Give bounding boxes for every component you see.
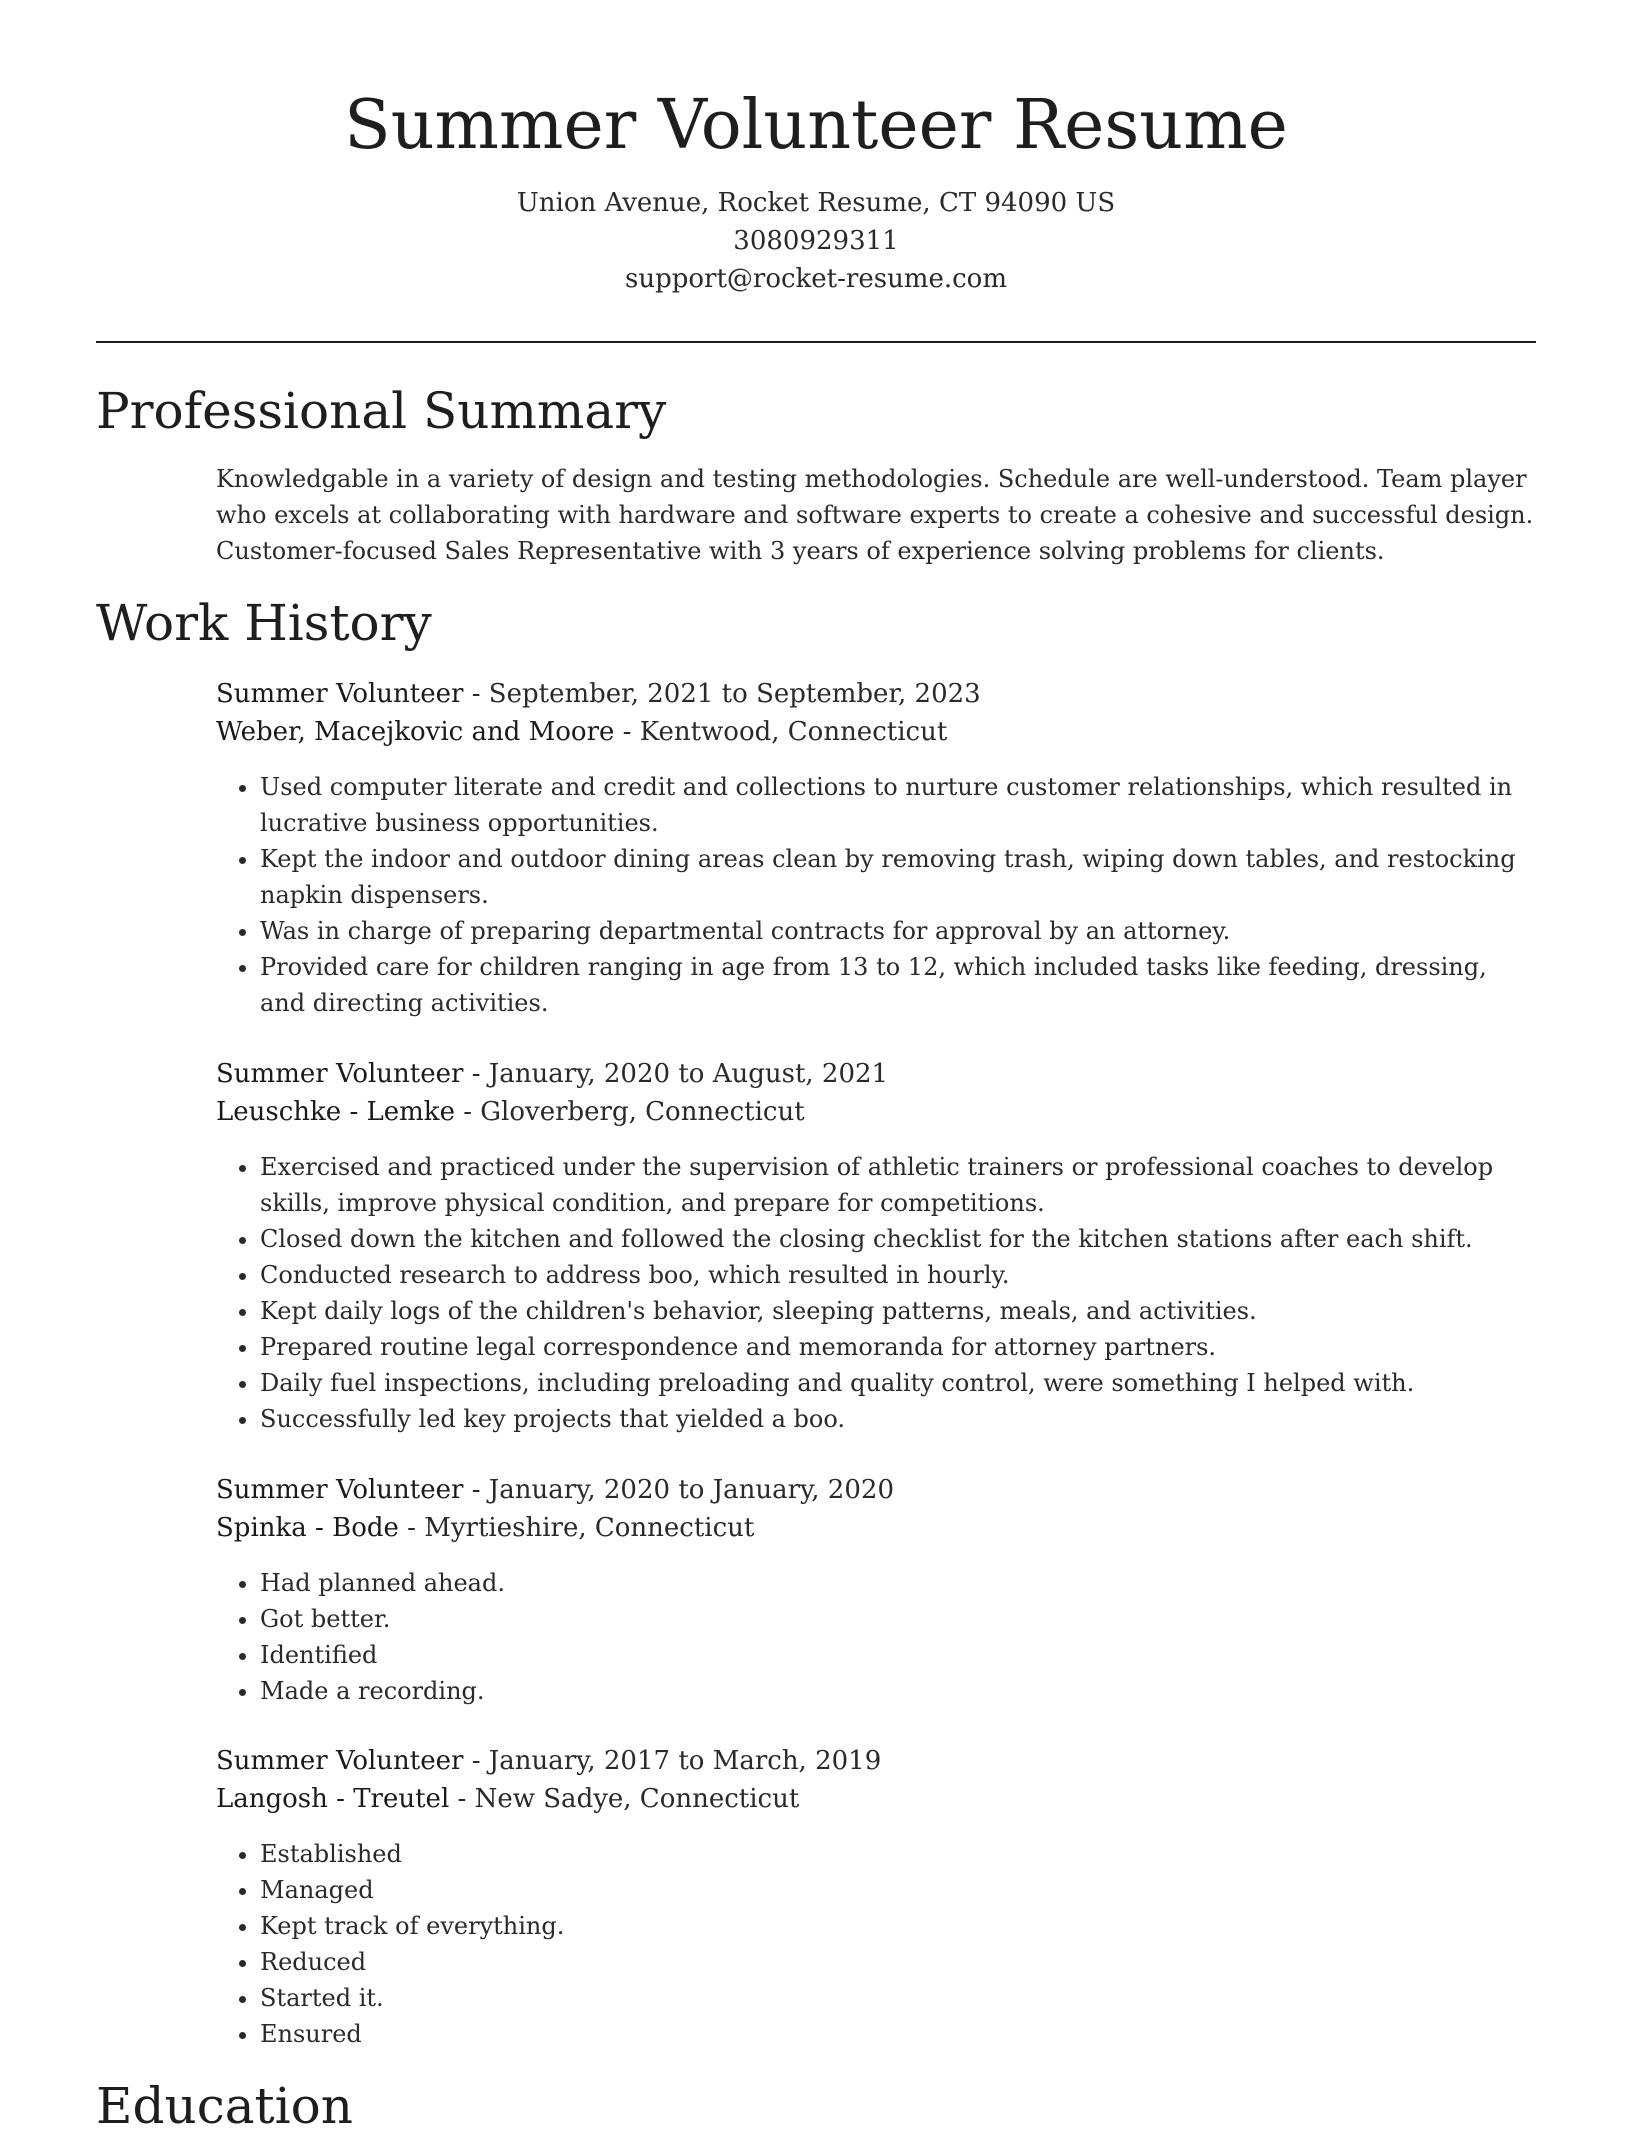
job-bullet: • Exercised and practiced under the supervision of athletic trainers or professional coaches to develop skills, improve physical condition, and prepare for competitions. [260, 1149, 1536, 1221]
separator: - [454, 1097, 481, 1127]
job-start-date: January, 2017 [488, 1746, 671, 1776]
job-role-dates [216, 675, 1536, 713]
job-bullet: • Had planned ahead. [260, 1565, 1536, 1601]
date-joiner: to [713, 679, 757, 709]
resume-title: Summer Volunteer Resume [344, 86, 1288, 165]
job-bullet: • Daily fuel inspections, including preloading and quality control, were something I helped with. [260, 1365, 1536, 1401]
job-location: New Sadye, Connecticut [474, 1784, 800, 1814]
job-entry [216, 1055, 1536, 1437]
section-title-education: Education [96, 2077, 353, 2135]
contact-block [0, 184, 1632, 298]
contact-address: Union Avenue, Rocket Resume, CT 94090 US [516, 188, 1116, 218]
header-divider [96, 341, 1536, 343]
job-location: Kentwood, Connecticut [639, 717, 948, 747]
job-role: Summer Volunteer [216, 1059, 464, 1089]
job-bullet: • Identified [260, 1637, 1536, 1673]
job-end-date: January, 2020 [712, 1475, 894, 1505]
job-company: Leuschke - Lemke [216, 1097, 455, 1127]
job-bullet: • Managed [260, 1872, 1536, 1908]
job-company: Weber, Macejkovic and Moore [216, 717, 615, 747]
job-role: Summer Volunteer [216, 1475, 464, 1505]
resume-header [0, 0, 1632, 298]
job-bullet: • Kept track of everything. [260, 1908, 1536, 1944]
job-bullet-list [216, 1836, 1536, 2052]
job-bullet: • Was in charge of preparing departmental contracts for approval by an attorney. [260, 913, 1536, 949]
date-joiner: to [670, 1475, 713, 1505]
job-role-dates [216, 1742, 1536, 1780]
separator: - [463, 679, 489, 709]
job-role: Summer Volunteer [216, 679, 464, 709]
job-location: Gloverberg, Connecticut [480, 1097, 805, 1127]
separator: - [463, 1746, 489, 1776]
separator: - [449, 1784, 475, 1814]
job-bullet: • Reduced [260, 1944, 1536, 1980]
contact-phone: 3080929311 [733, 226, 899, 256]
job-company-location [216, 1509, 1536, 1547]
job-bullet-list [216, 769, 1536, 1021]
job-bullet: • Kept the indoor and outdoor dining areas clean by removing trash, wiping down tables, and restocking napkin dispensers. [260, 841, 1536, 913]
job-end-date: August, 2021 [712, 1059, 889, 1089]
job-bullet: • Made a recording. [260, 1673, 1536, 1709]
separator: - [463, 1059, 489, 1089]
job-bullet: • Ensured [260, 2016, 1536, 2052]
job-end-date: March, 2019 [712, 1746, 882, 1776]
job-start-date: January, 2020 [488, 1059, 671, 1089]
job-bullet: • Closed down the kitchen and followed the closing checklist for the kitchen stations after each shift. [260, 1221, 1536, 1257]
job-bullet: • Started it. [260, 1980, 1536, 2016]
job-role-dates [216, 1055, 1536, 1093]
job-bullet: • Successfully led key projects that yielded a boo. [260, 1401, 1536, 1437]
job-bullet: • Kept daily logs of the children's behavior, sleeping patterns, meals, and activities. [260, 1293, 1536, 1329]
job-start-date: January, 2020 [488, 1475, 671, 1505]
separator: - [614, 717, 640, 747]
job-company-location [216, 713, 1536, 751]
date-joiner: to [670, 1059, 713, 1089]
date-joiner: to [670, 1746, 713, 1776]
job-location: Myrtieshire, Connecticut [424, 1513, 755, 1543]
job-entry [216, 1742, 1536, 2052]
job-bullet: • Prepared routine legal correspondence and memoranda for attorney partners. [260, 1329, 1536, 1365]
contact-email: support@rocket-resume.com [624, 264, 1007, 294]
job-bullet: • Used computer literate and credit and collections to nurture customer relationships, which resulted in lucrative business opportunities. [260, 769, 1536, 841]
section-title-summary: Professional Summary [96, 382, 667, 440]
summary-text: Knowledgable in a variety of design and testing methodologies. Schedule are well-understood. Team player who excels at collaborating with hardware and software experts to create a cohesive and successful design. Customer-focused Sales Representative with 3 years of experience solving problems for clients. [216, 465, 1534, 565]
job-bullet: • Got better. [260, 1601, 1536, 1637]
job-bullet: • Conducted research to address boo, which resulted in hourly. [260, 1257, 1536, 1293]
job-bullet-list [216, 1149, 1536, 1437]
job-end-date: September, 2023 [756, 679, 981, 709]
job-bullet-list [216, 1565, 1536, 1709]
job-company: Langosh - Treutel [216, 1784, 450, 1814]
job-company: Spinka - Bode [216, 1513, 399, 1543]
section-title-work-history: Work History [96, 594, 432, 652]
separator: - [463, 1475, 489, 1505]
job-bullet: • Established [260, 1836, 1536, 1872]
job-company-location [216, 1093, 1536, 1131]
job-entry [216, 1471, 1536, 1709]
job-role-dates [216, 1471, 1536, 1509]
job-entry [216, 675, 1536, 1021]
job-company-location [216, 1780, 1536, 1818]
job-start-date: September, 2021 [488, 679, 714, 709]
job-bullet: • Provided care for children ranging in age from 13 to 12, which included tasks like feeding, dressing, and directing activities. [260, 949, 1536, 1021]
job-role: Summer Volunteer [216, 1746, 464, 1776]
separator: - [398, 1513, 425, 1543]
